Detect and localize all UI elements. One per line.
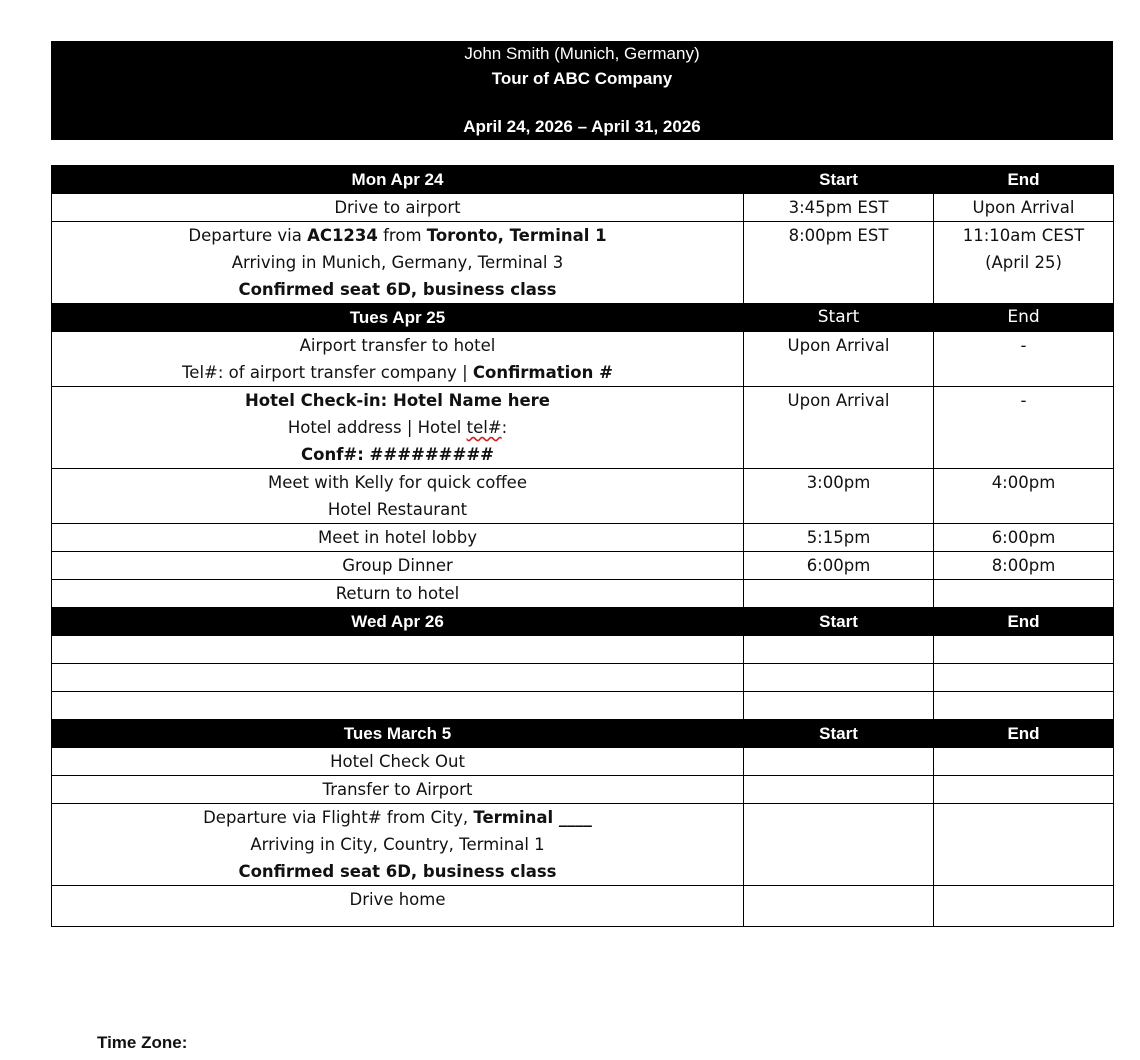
activity-cell: Airport transfer to hotel Tel#: of airport transfer company | Confirmation # — [52, 332, 744, 387]
flight-departure-line: Departure via AC1234 from Toronto, Terminal 1 — [188, 226, 607, 245]
start-cell: 3:00pm — [744, 469, 934, 524]
flight-arrival-line: Arriving in Munich, Germany, Terminal 3 — [231, 253, 564, 272]
end-cell — [934, 776, 1114, 804]
start-cell — [744, 804, 934, 886]
table-row — [52, 692, 1114, 720]
activity-cell: Drive to airport — [52, 194, 744, 222]
activity-cell: Meet in hotel lobby — [52, 524, 744, 552]
activity-cell: Departure via Flight# from City, Terminal ____ Arriving in City, Country, Terminal 1 Confirmed seat 6D, business class — [52, 804, 744, 886]
end-column-header: End — [934, 720, 1114, 748]
activity-cell: Group Dinner — [52, 552, 744, 580]
table-row — [52, 664, 1114, 692]
start-cell: 5:15pm — [744, 524, 934, 552]
day-header-tues-march-5 — [52, 720, 1114, 748]
end-cell — [934, 580, 1114, 608]
end-cell: - — [934, 387, 1114, 469]
table-row — [52, 776, 1114, 804]
table-row — [52, 748, 1114, 776]
day-label: Tues March 5 — [52, 720, 744, 748]
activity-cell: Transfer to Airport — [52, 776, 744, 804]
day-header-tues-apr-25 — [52, 304, 1114, 332]
start-cell — [744, 748, 934, 776]
day-header-wed-apr-26 — [52, 608, 1114, 636]
activity-cell: Hotel Check Out — [52, 748, 744, 776]
spellcheck-word: tel# — [466, 418, 502, 437]
start-cell: 6:00pm — [744, 552, 934, 580]
seat-line: Confirmed seat 6D, business class — [238, 280, 557, 299]
end-cell: Upon Arrival — [934, 194, 1114, 222]
table-row — [52, 387, 1114, 469]
table-row — [52, 580, 1114, 608]
tour-dates: April 24, 2026 – April 31, 2026 — [463, 117, 701, 136]
traveler-name: John Smith (Munich, Germany) — [464, 44, 700, 63]
end-cell: 8:00pm — [934, 552, 1114, 580]
tour-title: Tour of ABC Company — [491, 69, 673, 88]
activity-cell: Hotel Check-in: Hotel Name here Hotel address | Hotel tel#: Conf#: ######### — [52, 387, 744, 469]
table-row — [52, 804, 1114, 886]
start-cell: Upon Arrival — [744, 332, 934, 387]
start-column-header: Start — [744, 720, 934, 748]
start-cell: 8:00pm EST — [744, 222, 934, 304]
table-row — [52, 552, 1114, 580]
table-row — [52, 524, 1114, 552]
end-column-header: End — [934, 608, 1114, 636]
start-cell: 3:45pm EST — [744, 194, 934, 222]
flight-number: AC1234 — [307, 226, 378, 245]
start-column-header: Start — [744, 304, 934, 332]
start-column-header: Start — [744, 608, 934, 636]
itinerary-banner — [51, 41, 1113, 140]
itinerary-table — [51, 165, 1114, 927]
activity-cell — [52, 222, 744, 304]
start-column-header: Start — [744, 166, 934, 194]
start-cell — [744, 580, 934, 608]
table-row — [52, 636, 1114, 664]
table-row — [52, 194, 1114, 222]
end-cell — [934, 748, 1114, 776]
end-cell — [934, 886, 1114, 927]
end-column-header: End — [934, 304, 1114, 332]
day-header-mon-apr-24 — [52, 166, 1114, 194]
end-cell: 11:10am CEST (April 25) — [934, 222, 1114, 304]
day-label: Mon Apr 24 — [52, 166, 744, 194]
day-label: Tues Apr 25 — [52, 304, 744, 332]
table-row — [52, 222, 1114, 304]
activity-cell: Drive home — [52, 886, 744, 927]
table-row — [52, 469, 1114, 524]
start-cell: Upon Arrival — [744, 387, 934, 469]
end-cell: 6:00pm — [934, 524, 1114, 552]
start-cell — [744, 776, 934, 804]
flight-origin: Toronto, Terminal 1 — [426, 226, 607, 245]
time-zone-label: Time Zone: — [97, 1033, 188, 1052]
end-cell — [934, 804, 1114, 886]
start-cell — [744, 886, 934, 927]
end-cell: - — [934, 332, 1114, 387]
day-label: Wed Apr 26 — [52, 608, 744, 636]
end-cell: 4:00pm — [934, 469, 1114, 524]
table-row — [52, 332, 1114, 387]
activity-cell: Meet with Kelly for quick coffee Hotel Restaurant — [52, 469, 744, 524]
end-column-header: End — [934, 166, 1114, 194]
table-row — [52, 886, 1114, 927]
activity-cell: Return to hotel — [52, 580, 744, 608]
